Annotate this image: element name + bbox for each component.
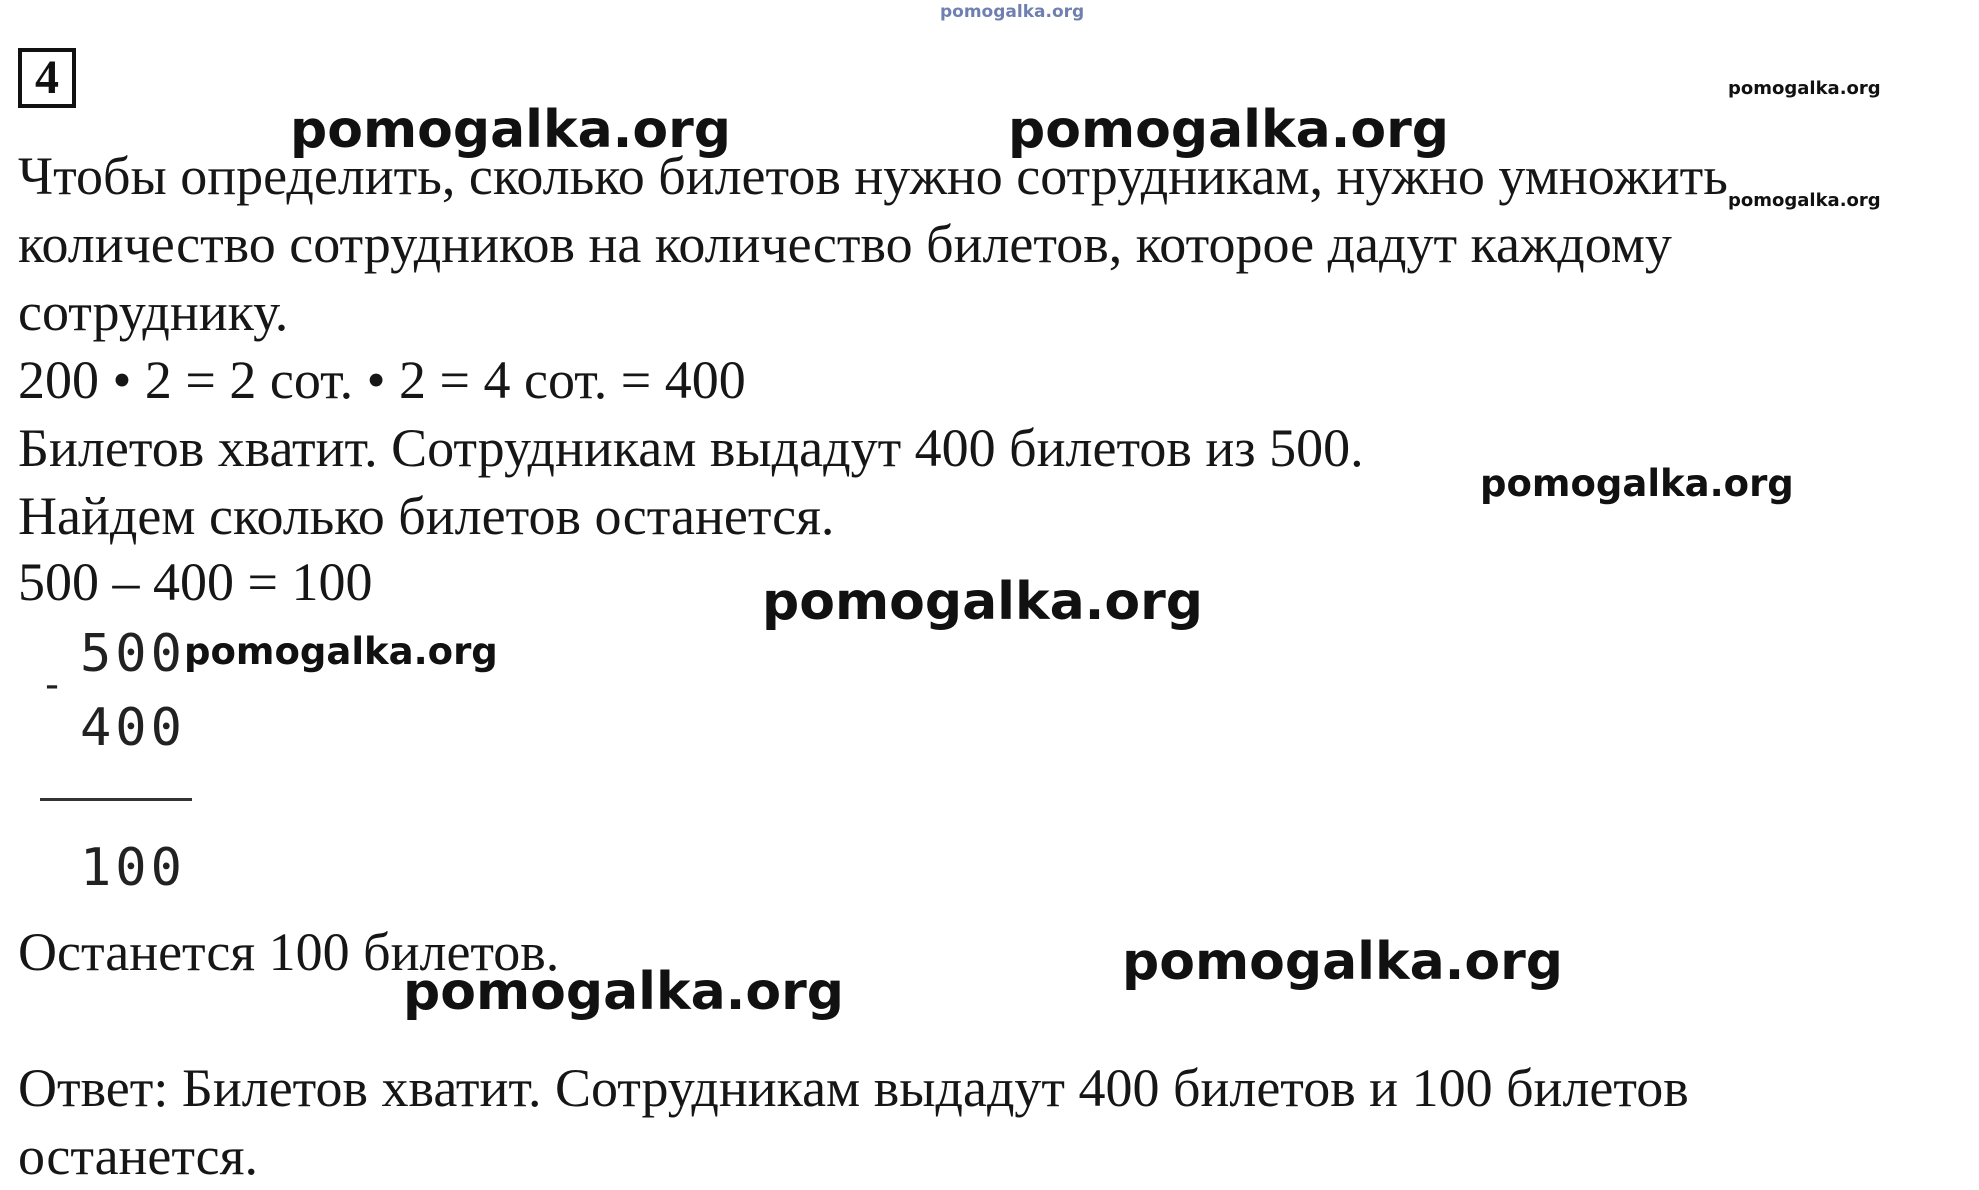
column-middle-number: 400 xyxy=(80,698,186,758)
text-line-3: сотруднику. xyxy=(18,282,289,342)
watermark-big-right-bottom: pomogalka.org xyxy=(1122,932,1564,992)
answer-line-2: останется. xyxy=(18,1126,258,1186)
watermark-near-calc: pomogalka.org xyxy=(184,630,498,673)
text-line-5: Билетов хватит. Сотрудникам выдадут 400 билетов из 500. xyxy=(18,418,1364,478)
text-line-1: Чтобы определить, сколько билетов нужно сотрудникам, нужно умножить xyxy=(18,146,1728,206)
task-number: 4 xyxy=(18,48,76,108)
watermark-big-center: pomogalka.org xyxy=(762,572,1204,632)
text-line-7: 500 – 400 = 100 xyxy=(18,552,373,612)
text-line-4: 200 • 2 = 2 сот. • 2 = 4 сот. = 400 xyxy=(18,350,746,410)
answer-line-1: Ответ: Билетов хватит. Сотрудникам выдадут 400 билетов и 100 билетов xyxy=(18,1058,1689,1118)
column-top-number: 500 xyxy=(80,624,186,684)
watermark-big-2: pomogalka.org xyxy=(1008,100,1450,160)
watermark-big-1: pomogalka.org xyxy=(290,100,732,160)
column-result-number: 100 xyxy=(80,838,186,898)
watermark-right-2: pomogalka.org xyxy=(1728,190,1881,211)
watermark-top: pomogalka.org xyxy=(940,2,1085,22)
watermark-big-left-bottom: pomogalka.org xyxy=(403,962,845,1022)
watermark-mid-right: pomogalka.org xyxy=(1480,462,1794,505)
result-line: Останется 100 билетов. xyxy=(18,922,560,982)
text-line-2: количество сотрудников на количество билетов, которое дадут каждому xyxy=(18,214,1672,274)
text-line-6: Найдем сколько билетов останется. xyxy=(18,486,835,546)
column-rule xyxy=(40,798,192,801)
column-minus-sign: - xyxy=(40,662,69,708)
watermark-right-1: pomogalka.org xyxy=(1728,78,1881,99)
